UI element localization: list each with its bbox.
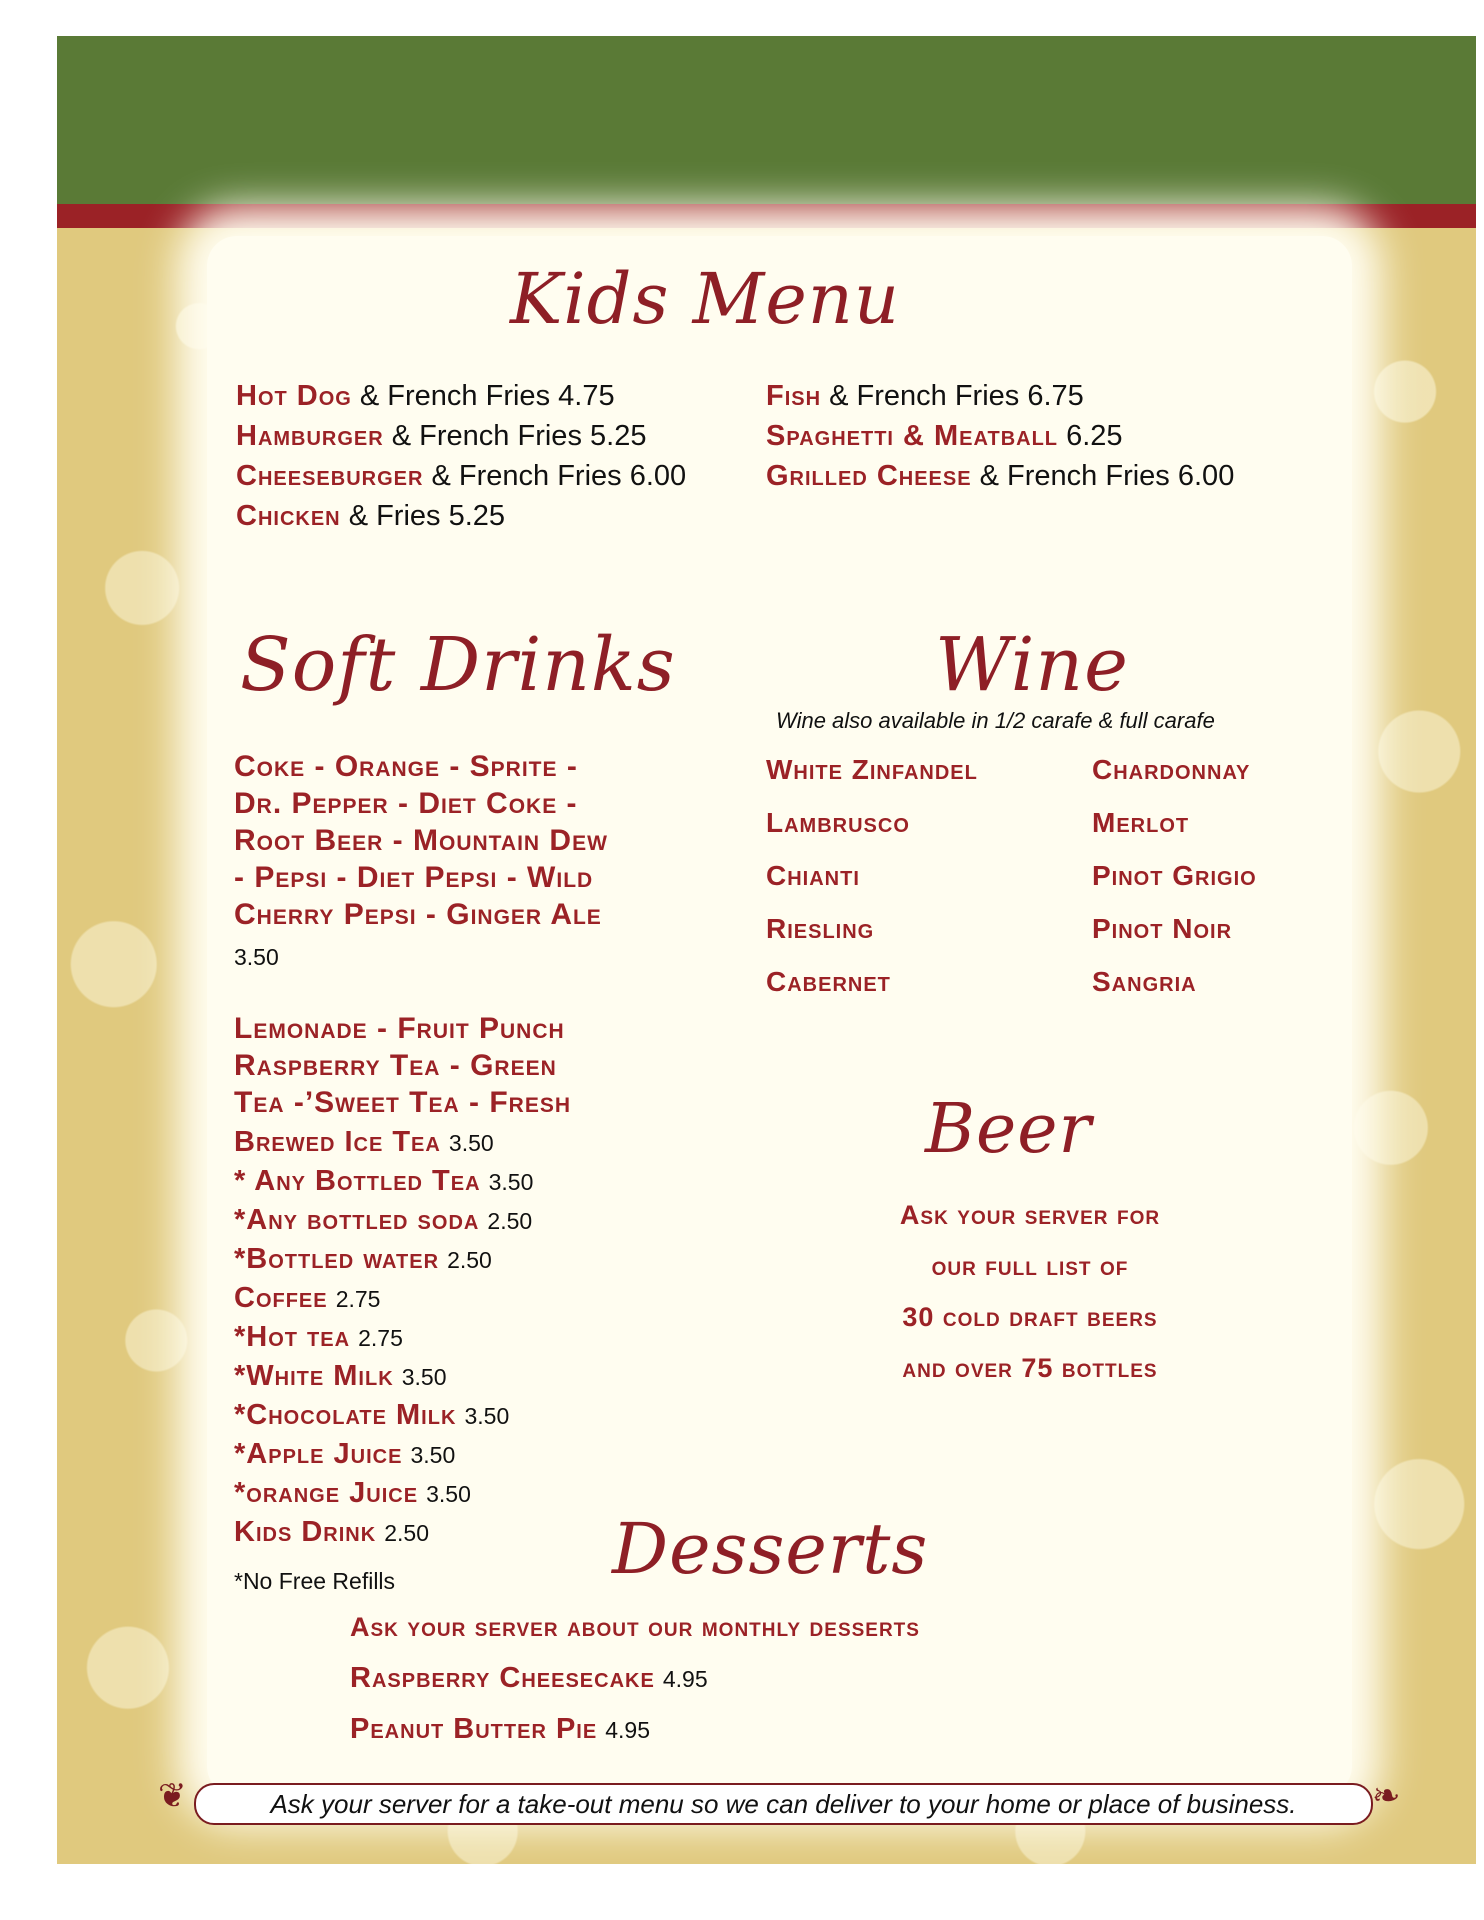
item-price: 4.75 xyxy=(558,380,615,412)
drink-item xyxy=(234,1516,429,1549)
kids-item xyxy=(766,460,1234,493)
refill-note: *No Free Refills xyxy=(234,1568,396,1594)
item-price: 2.75 xyxy=(358,1325,403,1351)
item-name: Chicken xyxy=(236,500,341,532)
wine-item: Sangria xyxy=(1092,966,1197,997)
item-name: Kids Drink xyxy=(234,1516,377,1548)
drink-item xyxy=(234,1204,532,1237)
beer-line: 30 cold draft beers xyxy=(902,1302,1158,1332)
item-side: & French Fries xyxy=(979,460,1170,492)
item-name: Raspberry Cheesecake xyxy=(350,1662,655,1694)
kids-item xyxy=(766,420,1123,453)
scroll-ornament-right-icon: ❧ xyxy=(1372,1776,1401,1816)
wine-item: Cabernet xyxy=(766,966,891,997)
soft-drinks-title: Soft Drinks xyxy=(240,622,676,708)
item-name: Peanut Butter Pie xyxy=(350,1713,598,1745)
header-band-red xyxy=(57,204,1476,228)
item-name: *Chocolate Milk xyxy=(234,1399,457,1431)
item-price: 2.50 xyxy=(384,1520,429,1546)
drink-item xyxy=(234,1243,492,1276)
wine-item: White Zinfandel xyxy=(766,754,978,785)
drink-item xyxy=(234,1438,455,1471)
dessert-item xyxy=(350,1662,708,1695)
kids-item xyxy=(236,460,686,493)
item-side: & Fries xyxy=(348,500,441,532)
drink-item xyxy=(234,1321,403,1354)
wine-item: Chardonnay xyxy=(1092,754,1251,785)
item-name: *Bottled water xyxy=(234,1243,440,1275)
wine-item: Pinot Noir xyxy=(1092,913,1233,944)
item-name: *White Milk xyxy=(234,1360,394,1392)
wine-subtitle: Wine also available in 1/2 carafe & full carafe xyxy=(776,708,1215,733)
item-side: & French Fries xyxy=(829,380,1020,412)
item-price: 3.50 xyxy=(488,1169,534,1195)
soda-price: 3.50 xyxy=(234,944,279,970)
kids-item xyxy=(236,420,646,453)
item-name: Hot Dog xyxy=(236,380,352,412)
kids-menu-title: Kids Menu xyxy=(510,258,900,340)
item-price: 6.25 xyxy=(1066,420,1123,452)
item-name: Grilled Cheese xyxy=(766,460,972,492)
item-price: 2.50 xyxy=(447,1247,492,1273)
beer-line: our full list of xyxy=(931,1251,1129,1281)
item-price: 3.50 xyxy=(464,1403,510,1429)
item-side: & French Fries xyxy=(431,460,622,492)
item-price: 4.95 xyxy=(662,1666,708,1692)
item-price: 5.25 xyxy=(448,500,506,532)
item-price: 3.50 xyxy=(426,1481,471,1507)
item-price: 5.25 xyxy=(590,420,647,452)
item-price: 3.50 xyxy=(410,1442,456,1468)
item-name: *orange Juice xyxy=(234,1477,419,1509)
beer-line: Ask your server for xyxy=(899,1200,1161,1230)
item-price: 3.50 xyxy=(401,1364,447,1390)
footer-text: Ask your server for a take-out menu so we can deliver to your home or place of business. xyxy=(270,1789,1297,1819)
soda-line: Dr. Pepper - Diet Coke - xyxy=(234,787,578,820)
soda-line: Coke - Orange - Sprite - xyxy=(234,750,578,783)
kids-item xyxy=(236,380,615,413)
drink-item xyxy=(234,1165,533,1198)
wine-title: Wine xyxy=(935,622,1129,708)
kids-item xyxy=(766,380,1084,413)
item-name: Cheeseburger xyxy=(236,460,424,492)
item-name: Spaghetti & Meatball xyxy=(766,420,1059,452)
item-name: *Any bottled soda xyxy=(234,1204,480,1236)
item-name: Brewed Ice Tea xyxy=(234,1126,441,1158)
desserts-intro: Ask your server about our monthly desserts xyxy=(350,1612,920,1642)
soda-line: Root Beer - Mountain Dew xyxy=(234,824,608,857)
drink-item xyxy=(234,1360,446,1393)
item-name: *Hot tea xyxy=(234,1321,351,1353)
wine-item: Chianti xyxy=(766,860,860,891)
beer-title: Beer xyxy=(925,1090,1092,1169)
item-price: 2.50 xyxy=(487,1208,533,1234)
soda-line: Cherry Pepsi - Ginger Ale xyxy=(234,898,602,931)
item-price: 4.95 xyxy=(605,1717,651,1743)
scroll-ornament-left-icon: ❦ xyxy=(158,1776,187,1816)
item-price: 6.00 xyxy=(1177,460,1235,492)
item-name: Hamburger xyxy=(236,420,384,452)
drink-item xyxy=(234,1282,380,1315)
item-name: Coffee xyxy=(234,1282,328,1314)
wine-item: Pinot Grigio xyxy=(1092,860,1257,891)
soda-line: - Pepsi - Diet Pepsi - Wild xyxy=(234,861,594,894)
header-band-green xyxy=(57,36,1476,204)
wine-item: Riesling xyxy=(766,913,875,944)
drink-item xyxy=(234,1477,471,1510)
desserts-title: Desserts xyxy=(612,1508,929,1590)
wine-item: Merlot xyxy=(1092,807,1190,838)
wine-item: Lambrusco xyxy=(766,807,910,838)
drink-line: Lemonade - Fruit Punch xyxy=(234,1012,565,1045)
drink-item xyxy=(234,1399,509,1432)
item-name: * Any Bottled Tea xyxy=(234,1165,481,1197)
item-price: 2.75 xyxy=(335,1286,381,1312)
item-price: 3.50 xyxy=(448,1130,494,1156)
drink-item xyxy=(234,1126,494,1159)
item-side: & French Fries xyxy=(391,420,582,452)
drink-line: Raspberry Tea - Green xyxy=(234,1049,557,1082)
footer-banner xyxy=(194,1783,1373,1825)
item-price: 6.00 xyxy=(629,460,687,492)
item-price: 6.75 xyxy=(1027,380,1084,412)
item-name: Fish xyxy=(766,380,822,412)
dessert-item xyxy=(350,1713,650,1746)
beer-line: and over 75 bottles xyxy=(902,1353,1158,1383)
kids-item xyxy=(236,500,505,533)
item-name: *Apple Juice xyxy=(234,1438,403,1470)
drink-line: Tea -’Sweet Tea - Fresh xyxy=(234,1086,571,1119)
item-side: & French Fries xyxy=(359,380,551,412)
